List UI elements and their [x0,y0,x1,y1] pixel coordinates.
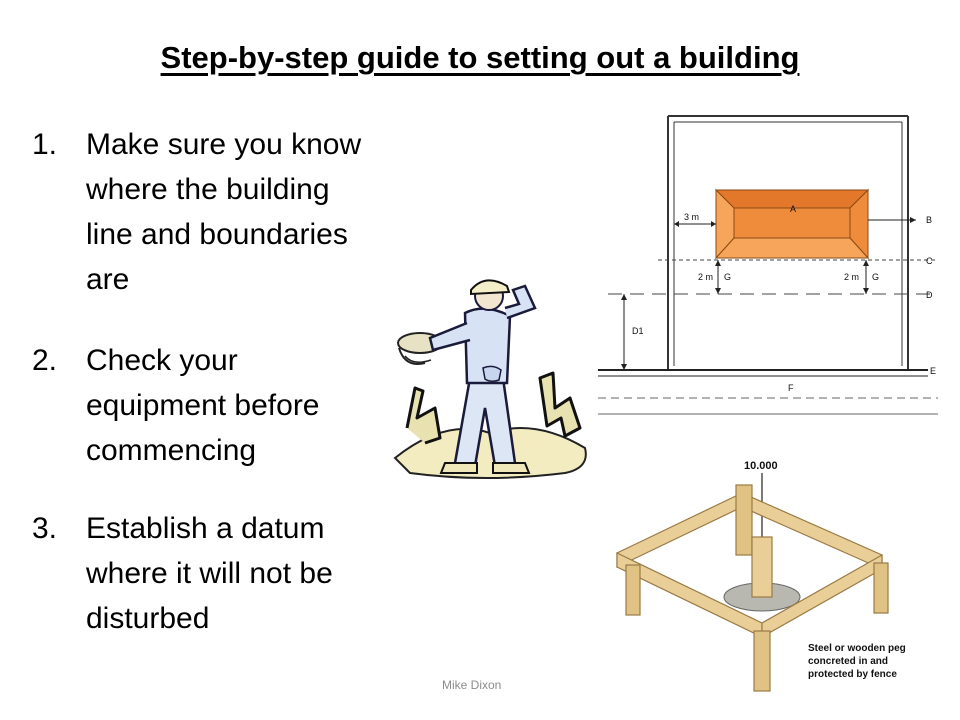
caption-line: protected by fence [808,669,897,680]
gap-label-right: 2 m [844,272,860,282]
caption-line: concreted in and [808,656,889,667]
caption-line: Steel or wooden peg [808,643,906,654]
step-line: where it will not be [86,557,333,590]
step-line: disturbed [86,602,210,635]
step-3 [32,506,452,646]
marker-d: D [926,290,933,300]
peg-left: G [724,272,732,282]
marker-e: E [930,366,937,376]
step-line: are [86,263,130,296]
road-label: F [788,383,794,393]
marker-c: C [926,256,933,266]
surveyor-clipart-icon [385,268,600,488]
depth-label: D1 [632,326,644,336]
building-roof [716,190,868,258]
step-line: equipment before [86,389,320,422]
step-text [86,506,333,641]
level-label: 10.000 [744,460,778,472]
gap-label-left: 2 m [698,272,714,282]
site-plan-diagram [598,108,960,428]
step-line: Establish a datum [86,512,325,545]
step-text [86,338,320,473]
slide-title: Step-by-step guide to setting out a building [160,40,800,75]
step-number: 2. [32,344,58,377]
step-line: Check your [86,344,238,377]
datum-peg-diagram [612,455,957,710]
step-line: line and boundaries [86,218,348,251]
step-text [86,122,361,302]
slide-footer: Mike Dixon [442,678,502,692]
offset-label: 3 m [684,212,700,222]
building-label: A [790,204,797,214]
step-number: 3. [32,512,58,545]
step-line: where the building [86,173,330,206]
peg-right: G [872,272,880,282]
step-number: 1. [32,128,58,161]
step-line: Make sure you know [86,128,362,161]
step-line: commencing [86,434,257,467]
marker-b: B [926,215,933,225]
